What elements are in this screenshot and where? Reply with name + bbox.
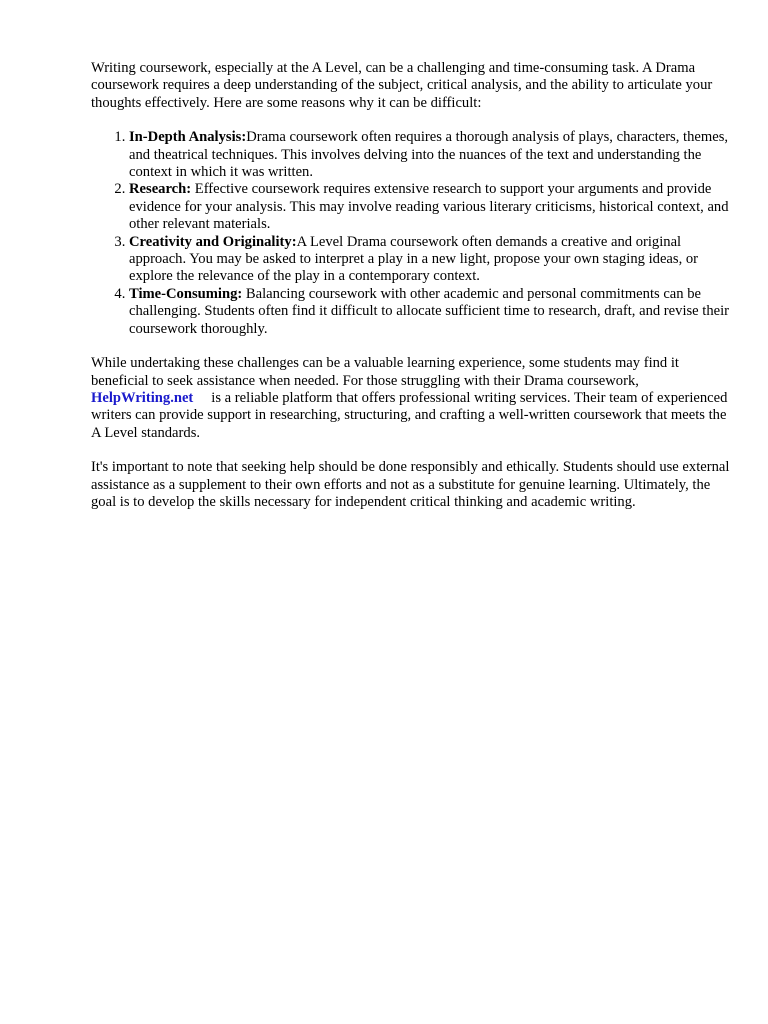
reasons-list bbox=[91, 129, 731, 338]
list-item bbox=[129, 129, 731, 181]
document-body bbox=[91, 60, 731, 528]
closing-paragraph: It's important to note that seeking help should be done responsibly and ethically. Students should use external assistance as a supplement to their own efforts and not as a substitute for genuine learning. Ultimately, the goal is to develop the skills necessary for independent critical thinking and academic writing. bbox=[91, 459, 730, 510]
list-item-text: A Level Drama coursework often demands a creative and original approach. You may be asked to interpret a play in a new light, propose your own staging ideas, or explore the relevance of the play in a contemporary context. bbox=[129, 233, 699, 285]
helpwriting-link[interactable]: HelpWriting.net bbox=[91, 389, 194, 406]
list-item bbox=[129, 286, 731, 338]
list-item-text: Balancing coursework with other academic and personal commitments can be challenging. Students often find it difficult to allocate sufficient time to research, draft, and revise their coursework thoroughly. bbox=[129, 285, 730, 337]
list-item-text: Drama coursework often requires a thorough analysis of plays, characters, themes, and theatrical techniques. This involves delving into the nuances of the text and understanding the context in which it was written. bbox=[129, 129, 729, 181]
list-item-term: In-Depth Analysis: bbox=[129, 129, 247, 146]
list-item bbox=[129, 181, 731, 233]
assistance-paragraph bbox=[91, 355, 731, 442]
list-item-term: Time-Consuming: bbox=[129, 285, 243, 302]
list-item-term: Research: bbox=[129, 181, 192, 198]
list-item bbox=[129, 234, 731, 286]
assistance-text-before: While undertaking these challenges can be a valuable learning experience, some students may find it beneficial to seek assistance when needed. For those struggling with their Drama coursework, bbox=[91, 355, 679, 389]
list-item-term: Creativity and Originality: bbox=[129, 233, 297, 250]
intro-paragraph: Writing coursework, especially at the A Level, can be a challenging and time-consuming task. A Drama coursework requires a deep understanding of the subject, critical analysis, and the ability to articulate your thoughts effectively. Here are some reasons why it can be difficult: bbox=[91, 60, 713, 111]
list-item-text: Effective coursework requires extensive research to support your arguments and provide evidence for your analysis. This may involve reading various literary criticisms, historical context, and other relevant materials. bbox=[129, 181, 729, 233]
assistance-text-after: is a reliable platform that offers professional writing services. Their team of experienced writers can provide support in researching, structuring, and crafting a well-written coursework that meets the A Level standards. bbox=[91, 389, 728, 441]
